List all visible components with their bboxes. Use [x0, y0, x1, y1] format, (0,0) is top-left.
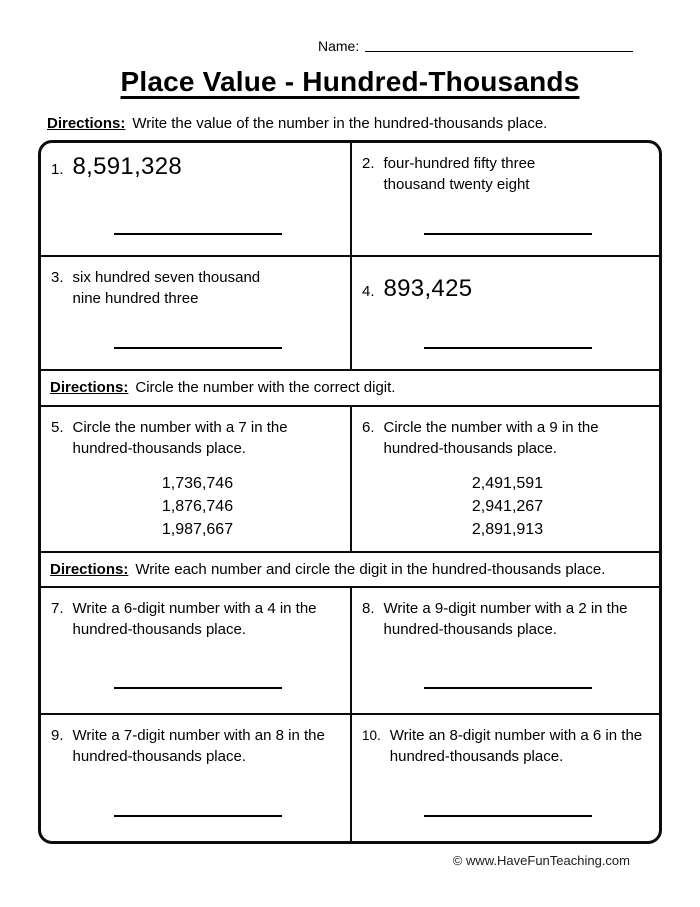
row-3	[41, 405, 659, 551]
problem-3-text: six hundred seven thousand nine hundred three	[72, 269, 261, 308]
problem-5-options	[51, 472, 344, 542]
problem-6-option[interactable]: 2,491,591	[471, 474, 544, 492]
row-1	[41, 143, 659, 255]
name-blank-line[interactable]	[365, 51, 633, 52]
problem-10-cell	[350, 715, 659, 841]
problem-1-answer-line[interactable]	[114, 233, 282, 235]
problem-3-answer-line[interactable]	[114, 347, 282, 349]
problem-6-option[interactable]: 2,891,913	[471, 520, 544, 538]
directions-2	[41, 369, 659, 405]
problem-4-cell	[350, 257, 659, 369]
problem-6-text: Circle the number with a 9 in the hundred-thousands place.	[383, 419, 599, 458]
directions-2-text: Circle the number with the correct digit.	[135, 379, 396, 396]
problem-5-number: 5.	[51, 419, 64, 436]
problem-5-cell	[41, 407, 350, 551]
row-5	[41, 713, 659, 841]
problem-10-answer-line[interactable]	[424, 815, 592, 817]
problem-6-option[interactable]: 2,941,267	[471, 497, 544, 515]
directions-1-text: Write the value of the number in the hundred-thousands place.	[132, 115, 548, 132]
problem-7-cell	[41, 588, 350, 713]
name-label: Name:	[318, 38, 360, 54]
directions-3-label: Directions:	[50, 561, 129, 578]
problem-1-cell	[41, 143, 350, 255]
problem-9-number: 9.	[51, 727, 64, 744]
problem-5-text: Circle the number with a 7 in the hundred-thousands place.	[72, 419, 288, 458]
copyright-credit: © www.HaveFunTeaching.com	[452, 853, 630, 868]
problem-4-value: 893,425	[383, 275, 473, 302]
problem-5-option[interactable]: 1,876,746	[161, 497, 234, 515]
problem-6-number: 6.	[362, 419, 375, 436]
problem-3-cell	[41, 257, 350, 369]
problem-8-number: 8.	[362, 600, 375, 617]
name-row	[318, 0, 700, 54]
problem-1-number: 1.	[51, 161, 64, 178]
problem-2-number: 2.	[362, 155, 375, 172]
worksheet-grid	[38, 140, 662, 844]
problem-2-answer-line[interactable]	[424, 233, 592, 235]
problem-9-text: Write a 7-digit number with an 8 in the hundred-thousands place.	[72, 727, 325, 766]
directions-2-label: Directions:	[50, 379, 129, 396]
problem-4-number: 4.	[362, 283, 375, 300]
page-title: Place Value - Hundred-Thousands	[120, 66, 580, 97]
directions-3-text: Write each number and circle the digit in the hundred-thousands place.	[135, 561, 606, 578]
problem-7-text: Write a 6-digit number with a 4 in the hundred-thousands place.	[72, 600, 317, 639]
problem-8-text: Write a 9-digit number with a 2 in the hundred-thousands place.	[383, 600, 628, 639]
problem-2-text: four-hundred fifty three thousand twenty eight	[383, 155, 536, 194]
problem-5-option[interactable]: 1,987,667	[161, 520, 234, 538]
directions-1	[47, 115, 700, 132]
directions-1-label: Directions:	[47, 115, 126, 132]
problem-1-value: 8,591,328	[72, 153, 182, 180]
problem-9-cell	[41, 715, 350, 841]
problem-3-number: 3.	[51, 269, 64, 286]
problem-6-cell	[350, 407, 659, 551]
row-2	[41, 255, 659, 369]
problem-7-answer-line[interactable]	[114, 687, 282, 689]
problem-2-cell	[350, 143, 659, 255]
problem-10-text: Write an 8-digit number with a 6 in the hundred-thousands place.	[389, 727, 643, 766]
problem-9-answer-line[interactable]	[114, 815, 282, 817]
directions-3	[41, 551, 659, 586]
row-4	[41, 586, 659, 713]
problem-8-cell	[350, 588, 659, 713]
problem-5-option[interactable]: 1,736,746	[161, 474, 234, 492]
problem-8-answer-line[interactable]	[424, 687, 592, 689]
problem-4-answer-line[interactable]	[424, 347, 592, 349]
problem-6-options	[362, 472, 653, 542]
problem-7-number: 7.	[51, 600, 64, 617]
problem-10-number: 10.	[362, 728, 381, 743]
